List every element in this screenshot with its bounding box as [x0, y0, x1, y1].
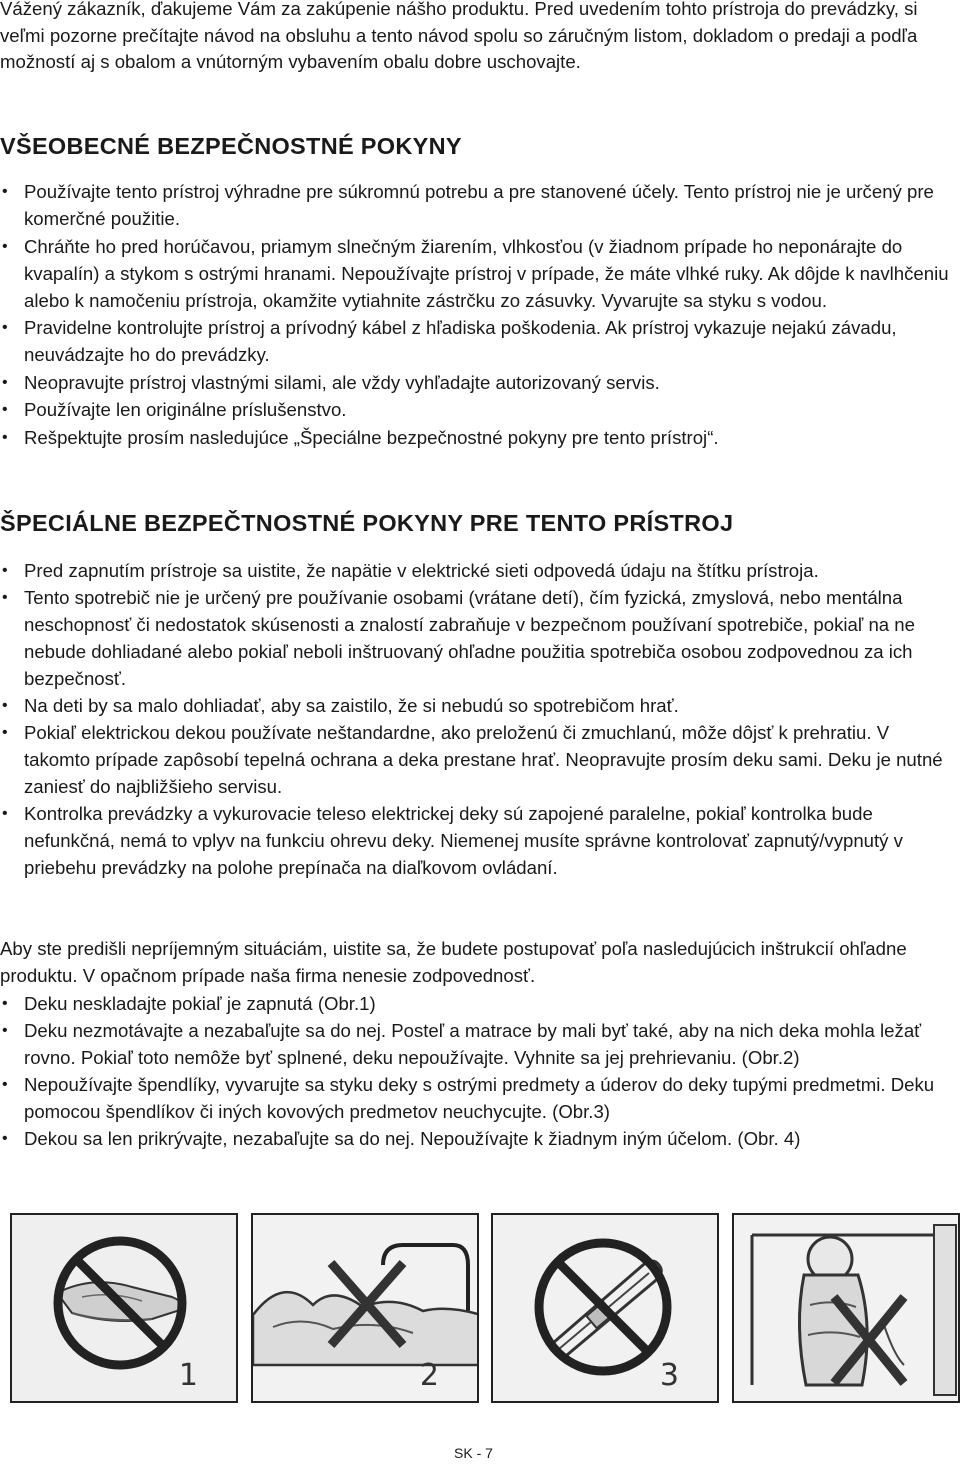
usage-instructions-list	[0, 990, 958, 1152]
list-item: • Dekou sa len prikrývajte, nezabaľujte sa do nej. Nepoužívajte k žiadnym iným účelom. (Obr. 4)	[0, 1125, 958, 1152]
list-item: • Pokiaľ elektrickou dekou používate neštandardne, ako preloženú či zmuchlanú, môže dôjsť k prehratiu. V takomto prípade zapôsobí tepelná ochrana a deka prestane hrať. Neopravujte prosím deku sami. Deku je nutné zaniesť do najbližšieho servisu.	[0, 719, 958, 800]
safety-pin-prohibited-icon	[493, 1215, 719, 1403]
usage-instructions-paragraph: Aby ste predišli nepríjemným situáciám, uistite sa, že budete postupovať poľa nasledujúcich inštrukcií ohľadne produktu. V opačnom prípade naša firma nenesie zodpovednosť.	[0, 938, 907, 986]
list-item: • Kontrolka prevádzky a vykurovacie teleso elektrickej deky sú zapojené paralelne, pokiaľ kontrolka bude nefunkčná, nemá to vplyv na funkciu ohrevu deky. Niemenej musíte správne kontrolovať zapnutý/vypnutý v priebehu prevádzky na polohe prepínača na diaľkovom ovládaní.	[0, 800, 958, 881]
figure-number: 3	[659, 1358, 679, 1393]
section-heading-special-safety: ŠPECIÁLNE BEZPEČTNOSTNÉ POKYNY PRE TENTO PRÍSTROJ	[0, 510, 734, 536]
list-item: • Chráňte ho pred horúčavou, priamym slnečným žiarením, vlhkosťou (v žiadnom prípade ho neponárajte do kvapalín) a stykom s ostrými hranami. Nepoužívajte prístroj v prípade, že máte vlhké ruky. Ak dôjde k navlhčeniu alebo k namočeniu prístroja, okamžite vytiahnite zástrčku zo zásuvky. Vyvarujte sa styku s vodou.	[0, 233, 958, 314]
wrapped-person-crossed-icon	[734, 1215, 960, 1403]
figure-number: 2	[419, 1358, 439, 1393]
section-heading-general-safety: VŠEOBECNÉ BEZPEČNOSTNÉ POKYNY	[0, 133, 462, 159]
warning-figures-row	[0, 1213, 960, 1403]
figure-1	[10, 1213, 238, 1403]
list-item: • Deku nezmotávajte a nezabaľujte sa do nej. Posteľ a matrace by mali byť také, aby na nich deka mohla ležať rovno. Pokiaľ toto nemôže byť splnené, deku nepoužívajte. Vyhnite sa jej prehrievaniu. (Obr.2)	[0, 1017, 958, 1071]
figure-number: 1	[178, 1358, 198, 1393]
list-item: • Používajte tento prístroj výhradne pre súkromnú potrebu a pre stanovené účely. Tento prístroj nie je určený pre komerčné použitie.	[0, 178, 958, 232]
general-safety-list	[0, 178, 958, 451]
list-item: • Na deti by sa malo dohliadať, aby sa zaistilo, že si nebudú so spotrebičom hrať.	[0, 692, 958, 719]
list-item: • Neopravujte prístroj vlastnými silami, ale vždy vyhľadajte autorizovaný servis.	[0, 369, 958, 396]
crumpled-blanket-on-bed-crossed-icon	[253, 1215, 479, 1403]
figure-4	[732, 1213, 960, 1403]
intro-paragraph: Vážený zákazník, ďakujeme Vám za zakúpenie nášho produktu. Pred uvedením tohto prístroja do prevádzky, si veľmi pozorne prečítajte návod na obsluhu a tento návod spolu so záručným listom, dokladom o predaji a podľa možností aj s obalom a vnútorným vybavením obalu dobre uschovajte.	[0, 0, 918, 72]
figure-2	[251, 1213, 479, 1403]
list-item: • Tento spotrebič nie je určený pre používanie osobami (vrátane detí), čím fyzická, zmyslová, nebo mentálna neschopnosť či nedostatok skúsenosti a znalostí zabraňuje v bezpečnom používaní spotrebiče, pokiaľ na ne nebude dohliadané alebo pokiaľ neboli inštruovaný ohľadne použitia spotrebiča osobou zodpovednou za ich bezpečnosť.	[0, 584, 958, 692]
page-number: SK - 7	[454, 1445, 493, 1461]
list-item: • Pravidelne kontrolujte prístroj a prívodný kábel z hľadiska poškodenia. Ak prístroj vykazuje nejakú závadu, neuvádzajte ho do prevádzky.	[0, 314, 958, 368]
folded-blanket-prohibited-icon	[12, 1215, 238, 1403]
list-item: • Používajte len originálne príslušenstvo.	[0, 396, 958, 423]
list-item: • Pred zapnutím prístroje sa uistite, že napätie v elektrické sieti odpovedá údaju na štítku prístroja.	[0, 557, 958, 584]
special-safety-list	[0, 557, 958, 881]
list-item: • Rešpektujte prosím nasledujúce „Špeciálne bezpečnostné pokyny pre tento prístroj“.	[0, 424, 958, 451]
list-item: • Nepoužívajte špendlíky, vyvarujte sa styku deky s ostrými predmety a úderov do deky tupými predmetmi. Deku pomocou špendlíkov či iných kovových predmetov neuchycujte. (Obr.3)	[0, 1071, 958, 1125]
figure-3	[491, 1213, 719, 1403]
list-item: • Deku neskladajte pokiaľ je zapnutá (Obr.1)	[0, 990, 958, 1017]
